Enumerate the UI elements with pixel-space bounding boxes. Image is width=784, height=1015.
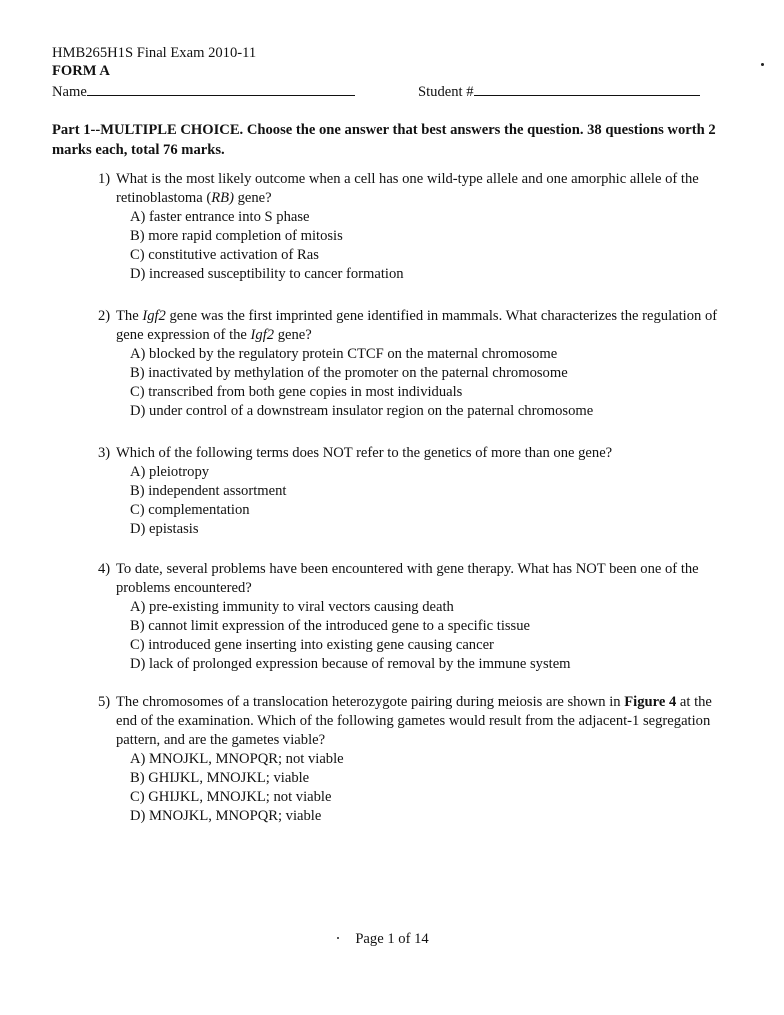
answer-option: A) pre-existing immunity to viral vectors causing death xyxy=(130,599,454,615)
answer-option: B) independent assortment xyxy=(130,483,287,499)
page-number: Page 1 of 14 xyxy=(355,931,429,947)
student-number-label: Student # xyxy=(418,84,474,100)
course-title: HMB265H1S Final Exam 2010-11 xyxy=(52,45,257,61)
question-3 xyxy=(98,444,718,539)
name-field xyxy=(52,81,355,101)
question-stem: 4) To date, several problems have been encountered with gene therapy. What has NOT been one of the problems encountered? xyxy=(98,561,699,596)
answer-option: B) GHIJKL, MNOJKL; viable xyxy=(130,770,310,786)
name-blank-line xyxy=(87,81,355,96)
answer-option: D) increased susceptibility to cancer formation xyxy=(130,266,404,282)
answer-option: A) faster entrance into S phase xyxy=(130,209,310,225)
question-stem: 2) The Igf2 gene was the first imprinted gene identified in mammals. What characterizes the regulation of gene expression of the Igf2 gene? xyxy=(98,308,718,343)
answer-option: D) MNOJKL, MNOPQR; viable xyxy=(130,808,322,824)
student-number-field xyxy=(418,81,700,101)
question-stem: 3) Which of the following terms does NOT refer to the genetics of more than one gene? xyxy=(98,445,613,461)
question-number: 5) xyxy=(98,694,111,710)
figure-reference: Figure 4 xyxy=(624,694,677,710)
answer-option: A) pleiotropy xyxy=(130,464,210,480)
question-4 xyxy=(98,560,718,674)
answer-option: C) GHIJKL, MNOJKL; not viable xyxy=(130,789,332,805)
question-2 xyxy=(98,307,718,421)
question-number: 4) xyxy=(98,561,111,577)
student-number-blank-line xyxy=(474,81,700,96)
question-5 xyxy=(98,693,718,826)
answer-option: B) more rapid completion of mitosis xyxy=(130,228,343,244)
form-label: FORM A xyxy=(52,63,110,79)
section-instructions: Part 1--MULTIPLE CHOICE. Choose the one answer that best answers the question. 38 questions worth 2 marks each, total 76 marks. xyxy=(52,122,716,158)
question-number: 2) xyxy=(98,308,111,324)
name-label: Name xyxy=(52,84,87,100)
answer-option: C) complementation xyxy=(130,502,250,518)
scan-speck xyxy=(761,63,764,66)
answer-option: D) epistasis xyxy=(130,521,199,537)
question-number: 1) xyxy=(98,171,111,187)
question-stem: 5) The chromosomes of a translocation heterozygote pairing during meiosis are shown in Figure 4 at the end of the examination. Which of the following gametes would result from the adjacent-1 segregation pattern, and are the gametes viable? xyxy=(98,694,712,748)
scan-speck xyxy=(337,937,339,939)
answer-option: C) constitutive activation of Ras xyxy=(130,247,319,263)
answer-option: D) lack of prolonged expression because of removal by the immune system xyxy=(130,656,571,672)
answer-option: C) introduced gene inserting into existing gene causing cancer xyxy=(130,637,494,653)
answer-option: C) transcribed from both gene copies in most individuals xyxy=(130,384,463,400)
question-stem: 1) What is the most likely outcome when a cell has one wild-type allele and one amorphic allele of the retinoblastoma (RB) gene? xyxy=(98,171,699,206)
answer-option: D) under control of a downstream insulator region on the paternal chromosome xyxy=(130,403,594,419)
answer-option: B) cannot limit expression of the introduced gene to a specific tissue xyxy=(130,618,531,634)
answer-option: B) inactivated by methylation of the promoter on the paternal chromosome xyxy=(130,365,568,381)
question-number: 3) xyxy=(98,445,111,461)
answer-option: A) blocked by the regulatory protein CTCF on the maternal chromosome xyxy=(130,346,558,362)
question-1 xyxy=(98,170,718,284)
answer-option: A) MNOJKL, MNOPQR; not viable xyxy=(130,751,344,767)
